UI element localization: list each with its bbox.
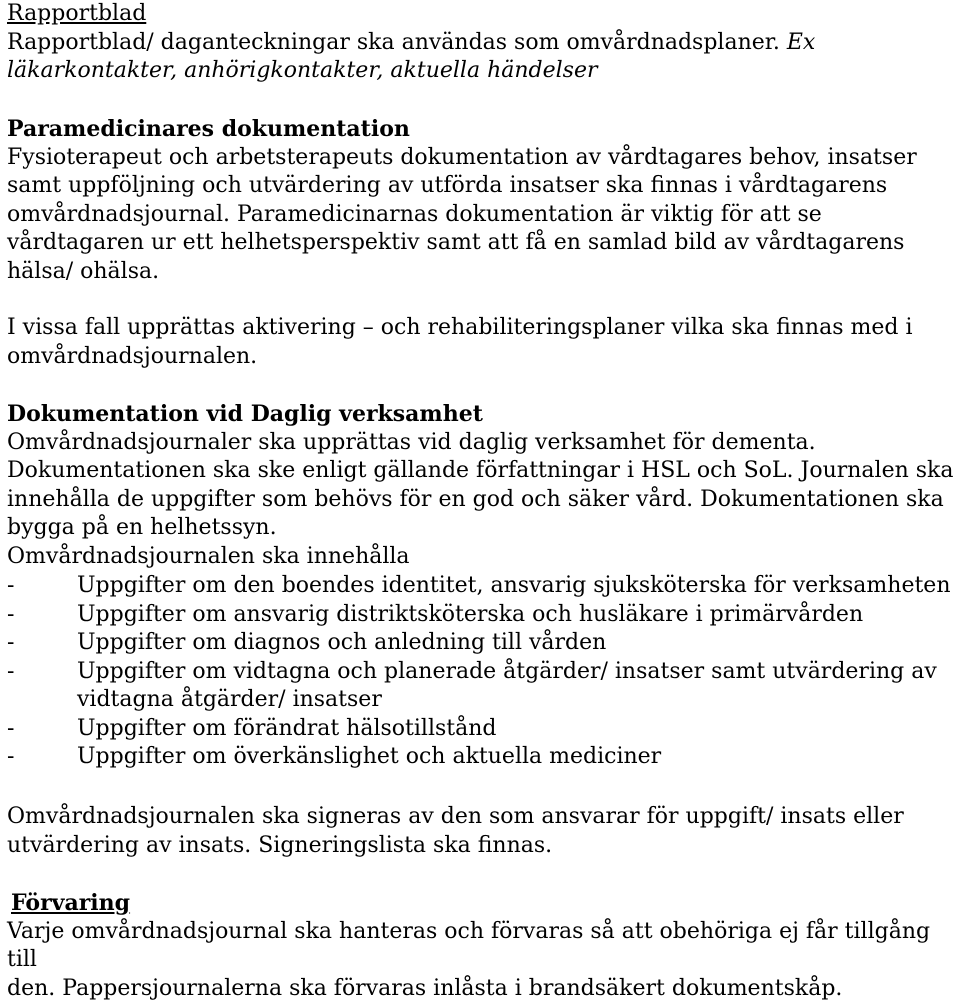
daglig-section: [7, 400, 954, 571]
text-line: Uppgifter om vidtagna och planerade åtgärder/ insatser samt utvärdering av: [77, 658, 955, 687]
list-dash: -: [7, 715, 77, 744]
text-line: vårdtagaren ur ett helhetsperspektiv samt att få en samlad bild av vårdtagarens: [7, 229, 917, 258]
text-line: omvårdnadsjournal. Paramedicinarnas dokumentation är viktig för att se: [7, 201, 917, 230]
rapportblad-line-1: [7, 29, 815, 58]
rapportblad-examples: läkarkontakter, anhörigkontakter, aktuella händelser: [7, 57, 815, 86]
text-line: samt uppföljning och utvärdering av utförda insatser ska finnas i vårdtagarens: [7, 172, 917, 201]
rapportblad-heading: Rapportblad: [7, 0, 815, 29]
forvaring-section: [7, 889, 960, 1003]
text-line: bygga på en helhetssyn.: [7, 514, 954, 543]
list-item-text: Uppgifter om överkänslighet och aktuella mediciner: [77, 743, 955, 772]
list-item-text: Uppgifter om diagnos och anledning till vården: [77, 629, 955, 658]
paramedicinares-paragraph: [7, 144, 917, 287]
text-line: Dokumentationen ska ske enligt gällande författningar i HSL och SoL. Journalen ska: [7, 457, 954, 486]
text-line: Omvårdnadsjournalen ska signeras av den som ansvarar för uppgift/ insats eller: [7, 803, 904, 832]
rehab-plans-paragraph: [7, 314, 912, 371]
list-item: [7, 743, 955, 772]
list-dash: -: [7, 601, 77, 630]
text-line: I vissa fall upprättas aktivering – och rehabiliteringsplaner vilka ska finnas med i: [7, 314, 912, 343]
list-item-text: Uppgifter om förändrat hälsotillstånd: [77, 715, 955, 744]
text-line: vidtagna åtgärder/ insatser: [77, 686, 955, 715]
list-item: [7, 572, 955, 601]
paramedicinares-section: [7, 115, 917, 286]
list-dash: -: [7, 658, 77, 715]
text-line: omvårdnadsjournalen.: [7, 343, 912, 372]
list-item: [7, 629, 955, 658]
list-dash: -: [7, 572, 77, 601]
rapportblad-examples-start: Ex: [787, 30, 815, 55]
list-item: [7, 601, 955, 630]
list-intro: Omvårdnadsjournalen ska innehålla: [7, 543, 954, 572]
list-item-text: [77, 658, 955, 715]
list-item: [7, 715, 955, 744]
list-item-text: Uppgifter om ansvarig distriktsköterska och husläkare i primärvården: [77, 601, 955, 630]
list-dash: -: [7, 743, 77, 772]
list-item-text: Uppgifter om den boendes identitet, ansvarig sjuksköterska för verksamheten: [77, 572, 955, 601]
forvaring-heading: Förvaring: [7, 889, 960, 918]
daglig-heading: Dokumentation vid Daglig verksamhet: [7, 400, 954, 429]
text-line: Varje omvårdnadsjournal ska hanteras och förvaras så att obehöriga ej får tillgång till: [7, 918, 960, 975]
list-dash: -: [7, 629, 77, 658]
signing-paragraph: [7, 803, 904, 860]
text-line: utvärdering av insats. Signeringslista ska finnas.: [7, 832, 904, 861]
rapportblad-section: [7, 0, 815, 86]
journal-contents-list: [7, 572, 955, 772]
list-item: [7, 658, 955, 715]
text-line: hälsa/ ohälsa.: [7, 258, 917, 287]
text-line: den. Pappersjournalerna ska förvaras inlåsta i brandsäkert dokumentskåp.: [7, 975, 960, 1003]
rapportblad-text: Rapportblad/ daganteckningar ska användas som omvårdnadsplaner.: [7, 30, 780, 55]
text-line: Omvårdnadsjournaler ska upprättas vid daglig verksamhet för dementa.: [7, 429, 954, 458]
paramedicinares-heading: Paramedicinares dokumentation: [7, 115, 917, 144]
text-line: Fysioterapeut och arbetsterapeuts dokumentation av vårdtagares behov, insatser: [7, 144, 917, 173]
text-line: innehålla de uppgifter som behövs för en god och säker vård. Dokumentationen ska: [7, 486, 954, 515]
